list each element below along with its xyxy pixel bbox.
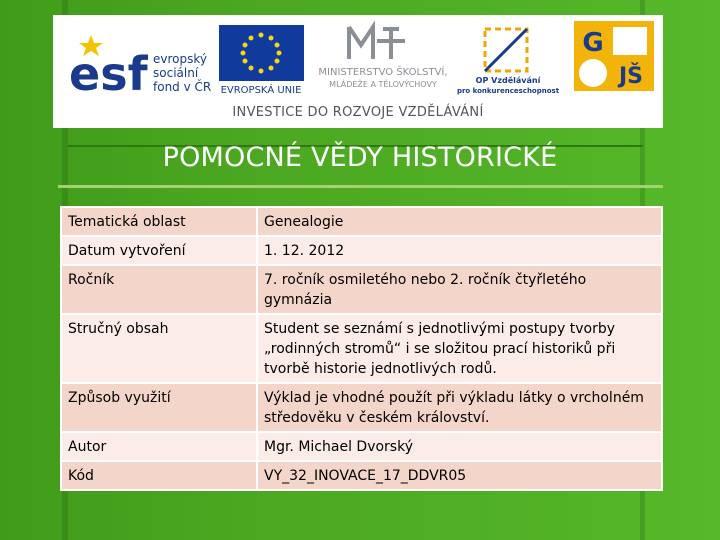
row-label: Autor: [61, 432, 257, 461]
table-row: [61, 383, 662, 432]
gjs-logo: [574, 21, 654, 91]
row-label: Ročník: [61, 265, 257, 314]
row-value: 1. 12. 2012: [257, 236, 662, 265]
gjs-bottom: JŠ: [618, 64, 644, 89]
logos-row: [53, 15, 663, 103]
banner-caption: INVESTICE DO ROZVOJE VZDĚLÁVÁNÍ: [232, 105, 484, 120]
page-title: POMOCNÉ VĚDY HISTORICKÉ: [162, 142, 558, 173]
msmt-line1: MINISTERSTVO ŠKOLSTVÍ,: [318, 67, 448, 78]
gjs-globe-icon: [579, 59, 607, 87]
title-divider: [58, 185, 663, 188]
op-line1: OP Vzdělávání: [475, 76, 541, 85]
op-line2: pro konkurenceschopnost: [456, 87, 560, 95]
row-label: Kód: [61, 461, 257, 490]
row-label: Stručný obsah: [61, 314, 257, 383]
row-label: Tematická oblast: [61, 207, 257, 236]
row-value: VY_32_INOVACE_17_DDVR05: [257, 461, 662, 490]
table-row: [61, 265, 662, 314]
esf-letters: esf: [69, 47, 148, 101]
esf-logo: [69, 35, 211, 101]
table-row: [61, 432, 662, 461]
esf-line3: fond v ČR: [153, 80, 212, 94]
esf-line2: sociální: [153, 66, 199, 80]
eu-label: EVROPSKÁ UNIE: [220, 85, 302, 96]
msmt-t-icon: [377, 29, 405, 59]
row-label: Datum vytvoření: [61, 236, 257, 265]
row-value: Genealogie: [257, 207, 662, 236]
msmt-logo: [318, 27, 447, 89]
row-value: Student se seznámí s jednotlivými postupy tvorby „rodinných stromů“ i se složitou prací historiků při tvorbě historie jednotlivých rodů.: [257, 314, 662, 383]
table-row: [61, 236, 662, 265]
op-arrow-icon: [485, 29, 527, 71]
msmt-line2: MLÁDEŽE A TĚLOVÝCHOVY: [329, 80, 437, 89]
row-value: 7. ročník osmiletého nebo 2. ročník čtyřletého gymnázia: [257, 265, 662, 314]
gjs-book-icon: [613, 27, 647, 55]
table-row: [61, 207, 662, 236]
metadata-table: [60, 206, 663, 491]
table-row: [61, 461, 662, 490]
msmt-m-icon: [349, 27, 373, 59]
row-value: Výklad je vhodné použít při výkladu látky o vrcholném středověku v českém království.: [257, 383, 662, 432]
row-label: Způsob využití: [61, 383, 257, 432]
esf-line1: evropský: [153, 52, 207, 66]
eu-flag-logo: [219, 25, 304, 96]
table-row: [61, 314, 662, 383]
row-value: Mgr. Michael Dvorský: [257, 432, 662, 461]
op-logo: [457, 29, 560, 95]
gjs-top: G: [582, 28, 604, 58]
logo-banner: [53, 15, 663, 128]
